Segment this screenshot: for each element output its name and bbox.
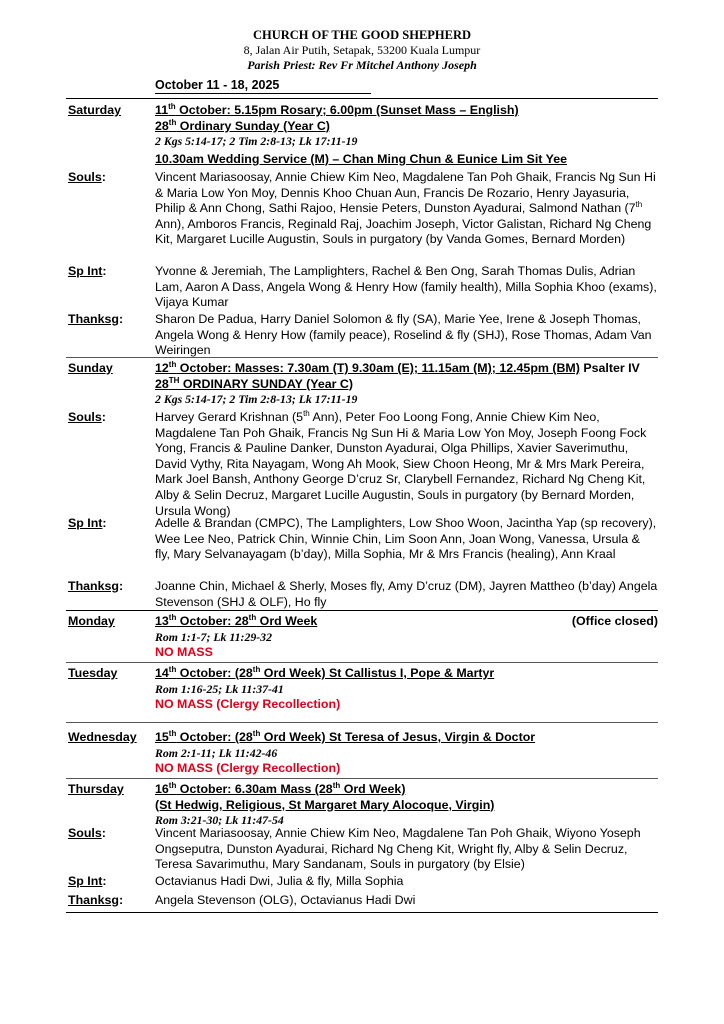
date-num: 16	[155, 782, 169, 796]
no-mass-notice: NO MASS (Clergy Recollection)	[155, 697, 341, 712]
thursday-spint: Octavianus Hadi Dwi, Julia & fly, Milla Sophia	[155, 874, 404, 888]
saturday-thanksg: Sharon De Padua, Harry Daniel Solomon & fly (SA), Marie Yee, Irene & Joseph Thomas, Angela Wong & Henry How (family peace), Roselind & fly (SHJ), Rose Thomas, Adam Van Weiringen	[155, 312, 652, 358]
spint-label: Sp Int:	[68, 516, 107, 530]
sunday-spint: Adelle & Brandan (CMPC), The Lamplighters, Low Shoo Woon, Jacintha Yap (sp recovery), Wee Lee Neo, Patrick Chin, Winnie Chin, Lim Soon Ann, Joan Wong, Vanessa, Ursula & fly, Mary Selvanayagam (b’day), Milla Sophia, Mr & Mrs Francis (healing), Ann Kraal	[155, 516, 657, 562]
ordinal-sup: TH	[168, 375, 180, 385]
divider	[66, 610, 658, 611]
tuesday-body	[155, 666, 658, 713]
day-label: Sunday	[68, 361, 113, 375]
souls-label-text: Souls	[68, 170, 102, 184]
ordinal-sup: th	[168, 781, 177, 790]
day-label: Thursday	[68, 782, 124, 796]
psalter: Psalter IV	[579, 361, 640, 375]
day-label: Tuesday	[68, 666, 118, 680]
date-num: 12	[155, 361, 169, 375]
souls-label: Souls:	[68, 826, 106, 840]
spint-label-text: Sp Int	[68, 874, 103, 888]
souls-label: Souls:	[68, 410, 106, 424]
day-label: Monday	[68, 614, 115, 628]
souls-label-text: Souls	[68, 410, 102, 424]
thanksg-label: Thanksg:	[68, 893, 124, 907]
saturday-heading	[155, 103, 658, 167]
divider	[66, 912, 658, 913]
date-num: 11	[155, 103, 169, 117]
ordinal-sup: th	[168, 102, 176, 111]
monday-line	[155, 614, 660, 630]
title-text: October: (28	[176, 666, 253, 680]
ordinal-sup: th	[168, 665, 177, 674]
divider	[66, 357, 658, 358]
divider	[66, 98, 658, 99]
thursday-readings: Rom 3:21-30; Lk 11:47-54	[155, 813, 284, 828]
divider	[66, 662, 658, 663]
sunday-heading	[155, 361, 665, 408]
no-mass-notice: NO MASS	[155, 645, 213, 660]
ordinal-sup: th	[168, 729, 177, 738]
date-num: 13	[155, 614, 169, 628]
thursday-line	[155, 782, 658, 798]
ordinal-sup: th	[168, 117, 177, 127]
title-text-cont: Ord Week) St Teresa of Jesus, Virgin & Doctor	[260, 730, 536, 744]
tuesday-readings: Rom 1:16-25; Lk 11:37-41	[155, 681, 284, 696]
saturday-readings: 2 Kgs 5:14-17; 2 Tim 2:8-13; Lk 17:11-19	[155, 134, 358, 149]
ordinal-sup: th	[168, 613, 177, 622]
feast-name: Ordinary Sunday (Year C)	[176, 118, 330, 133]
ordinal-sup: th	[248, 613, 257, 622]
ordinal-sup: th	[252, 665, 261, 674]
ordinal-sup: th	[635, 200, 643, 210]
souls-label: Souls:	[68, 170, 106, 184]
wednesday-body	[155, 730, 658, 777]
date-num: 15	[155, 730, 169, 744]
thanksg-label: Thanksg:	[68, 312, 124, 326]
saturday-souls	[155, 170, 658, 248]
parish-priest: Parish Priest: Rev Fr Mitchel Anthony Joseph	[247, 58, 477, 72]
tuesday-line	[155, 666, 658, 682]
wednesday-line	[155, 730, 658, 746]
ordinal-sup: th	[252, 729, 261, 738]
thursday-saints: (St Hedwig, Religious, St Margaret Mary Alocoque, Virgin)	[155, 797, 495, 812]
church-name: CHURCH OF THE GOOD SHEPHERD	[252, 28, 472, 42]
feast-name: ORDINARY SUNDAY (Year C)	[179, 376, 353, 391]
ordinal-sup: th	[332, 781, 341, 790]
souls-text-cont: Ann), Peter Foo Loong Fong, Annie Chiew Kim Neo, Magdalene Tan Poh Ghaik, Francis Ng Sun Hi & Maria Low Yon Moy, Joseph Foong Fock Yong, Francis & Pauline Danker, Dunston Ayadurai, Olga Phillips, Xavier Saverimuthu, David Vythy, Rita Nayagam, Wong Ah Mook, Siew Choon Heong, Mr & Mrs Mark Pereira, Mark Joel Bansh, Anthony George D’cruz Sr, Clarybell Fernandez, Richard Ng Cheng Kit, Alby & Selin Decruz, Margaret Lucille Augustin, Souls in purgatory (by Bernard Morden, Ursula Wong)	[155, 410, 647, 518]
office-closed: (Office closed)	[571, 614, 658, 628]
mass-times: October: Masses: 7.30am (T) 9.30am (E); 11.15am (M); 12.45pm (BM)	[176, 361, 580, 375]
title-text-cont: Ord Week) St Callistus I, Pope & Martyr	[260, 666, 495, 680]
title-text-cont: Ord Week	[256, 614, 318, 628]
divider	[66, 722, 658, 723]
title-text-cont: Ord Week)	[340, 782, 406, 796]
spint-label: Sp Int:	[68, 874, 107, 888]
souls-label-text: Souls	[68, 826, 102, 840]
saturday-spint: Yvonne & Jeremiah, The Lamplighters, Rachel & Ben Ong, Sarah Thomas Dulis, Adrian Lam, Aaron A Dass, Angela Wong & Henry How (family health), Milla Sophia Khoo (exams), Vijaya Kumar	[155, 264, 657, 310]
mass-times: October: 5.15pm Rosary; 6.00pm (Sunset Mass – English)	[175, 103, 519, 117]
souls-text: Harvey Gerard Krishnan (5	[155, 410, 304, 424]
sunday-readings: 2 Kgs 5:14-17; 2 Tim 2:8-13; Lk 17:11-19	[155, 392, 358, 407]
title-text: October: (28	[176, 730, 253, 744]
thanksg-label-text: Thanksg	[68, 312, 119, 326]
day-label: Wednesday	[68, 730, 137, 744]
monday-title	[155, 614, 317, 628]
saturday-mass-line	[155, 103, 658, 119]
spint-label-text: Sp Int	[68, 516, 103, 530]
ordinal-sup: th	[168, 360, 177, 369]
souls-text: Vincent Mariasoosay, Annie Chiew Kim Neo, Magdalene Tan Poh Ghaik, Francis Ng Sun Hi & Maria Low Yon Moy, Dennis Khoo Chuan Aun, Francis De Rozario, Henry Jayasuria, Philip & Ann Chong, Sathi Rajoo, Hensie Peters, Dunston Ayadurai, Salmond Nathan (7	[155, 170, 656, 216]
saturday-feast-line	[155, 119, 658, 135]
thanksg-label-text: Thanksg	[68, 893, 119, 907]
thanksg-label-text: Thanksg	[68, 579, 119, 593]
wedding-service: 10.30am Wedding Service (M) – Chan Ming Chun & Eunice Lim Sit Yee	[155, 151, 567, 166]
sunday-thanksg: Joanne Chin, Michael & Sherly, Moses fly, Amy D’cruz (DM), Jayren Mattheo (b’day) Angela Stevenson (SHJ & OLF), Ho fly	[155, 579, 658, 609]
ord-num: 28	[155, 118, 169, 133]
date-num: 14	[155, 666, 169, 680]
spint-label: Sp Int:	[68, 264, 107, 278]
ordinal-sup: th	[303, 409, 310, 418]
title-text: October: 28	[176, 614, 249, 628]
date-range: October 11 - 18, 2025	[155, 78, 371, 94]
sunday-feast-line	[155, 377, 665, 393]
sunday-souls	[155, 410, 658, 519]
ord-num: 28	[155, 376, 169, 391]
day-label: Saturday	[68, 103, 122, 117]
thursday-souls: Vincent Mariasoosay, Annie Chiew Kim Neo, Magdalene Tan Poh Ghaik, Wiyono Yoseph Ongseputra, Dunston Ayadurai, Richard Ng Cheng Kit, Wright fly, Alby & Selin Decruz, Teresa Savarimuthu, Mary Sandanam, Souls in purgatory (by Elsie)	[155, 826, 641, 872]
thursday-heading	[155, 782, 658, 829]
thanksg-label: Thanksg:	[68, 579, 124, 593]
church-header	[0, 28, 724, 73]
souls-text-cont: Ann), Amboros Francis, Reginald Raj, Joachim Joseph, Victor Galistan, Richard Ng Cheng Kit, Margaret Lucille Augustin, Souls in purgatory (by Vanda Gomes, Bernard Morden)	[155, 216, 652, 247]
church-address: 8, Jalan Air Putih, Setapak, 53200 Kuala Lumpur	[243, 43, 481, 57]
sunday-mass-line	[155, 361, 665, 377]
spint-label-text: Sp Int	[68, 264, 103, 278]
thursday-thanksg: Angela Stevenson (OLG), Octavianus Hadi Dwi	[155, 893, 416, 907]
title-text: October: 6.30am Mass (28	[176, 782, 333, 796]
monday-body	[155, 614, 660, 661]
divider	[66, 778, 658, 779]
monday-readings: Rom 1:1-7; Lk 11:29-32	[155, 629, 272, 644]
sunday-mass-times	[155, 361, 580, 375]
no-mass-notice: NO MASS (Clergy Recollection)	[155, 761, 341, 776]
wednesday-readings: Rom 2:1-11; Lk 11:42-46	[155, 745, 278, 760]
